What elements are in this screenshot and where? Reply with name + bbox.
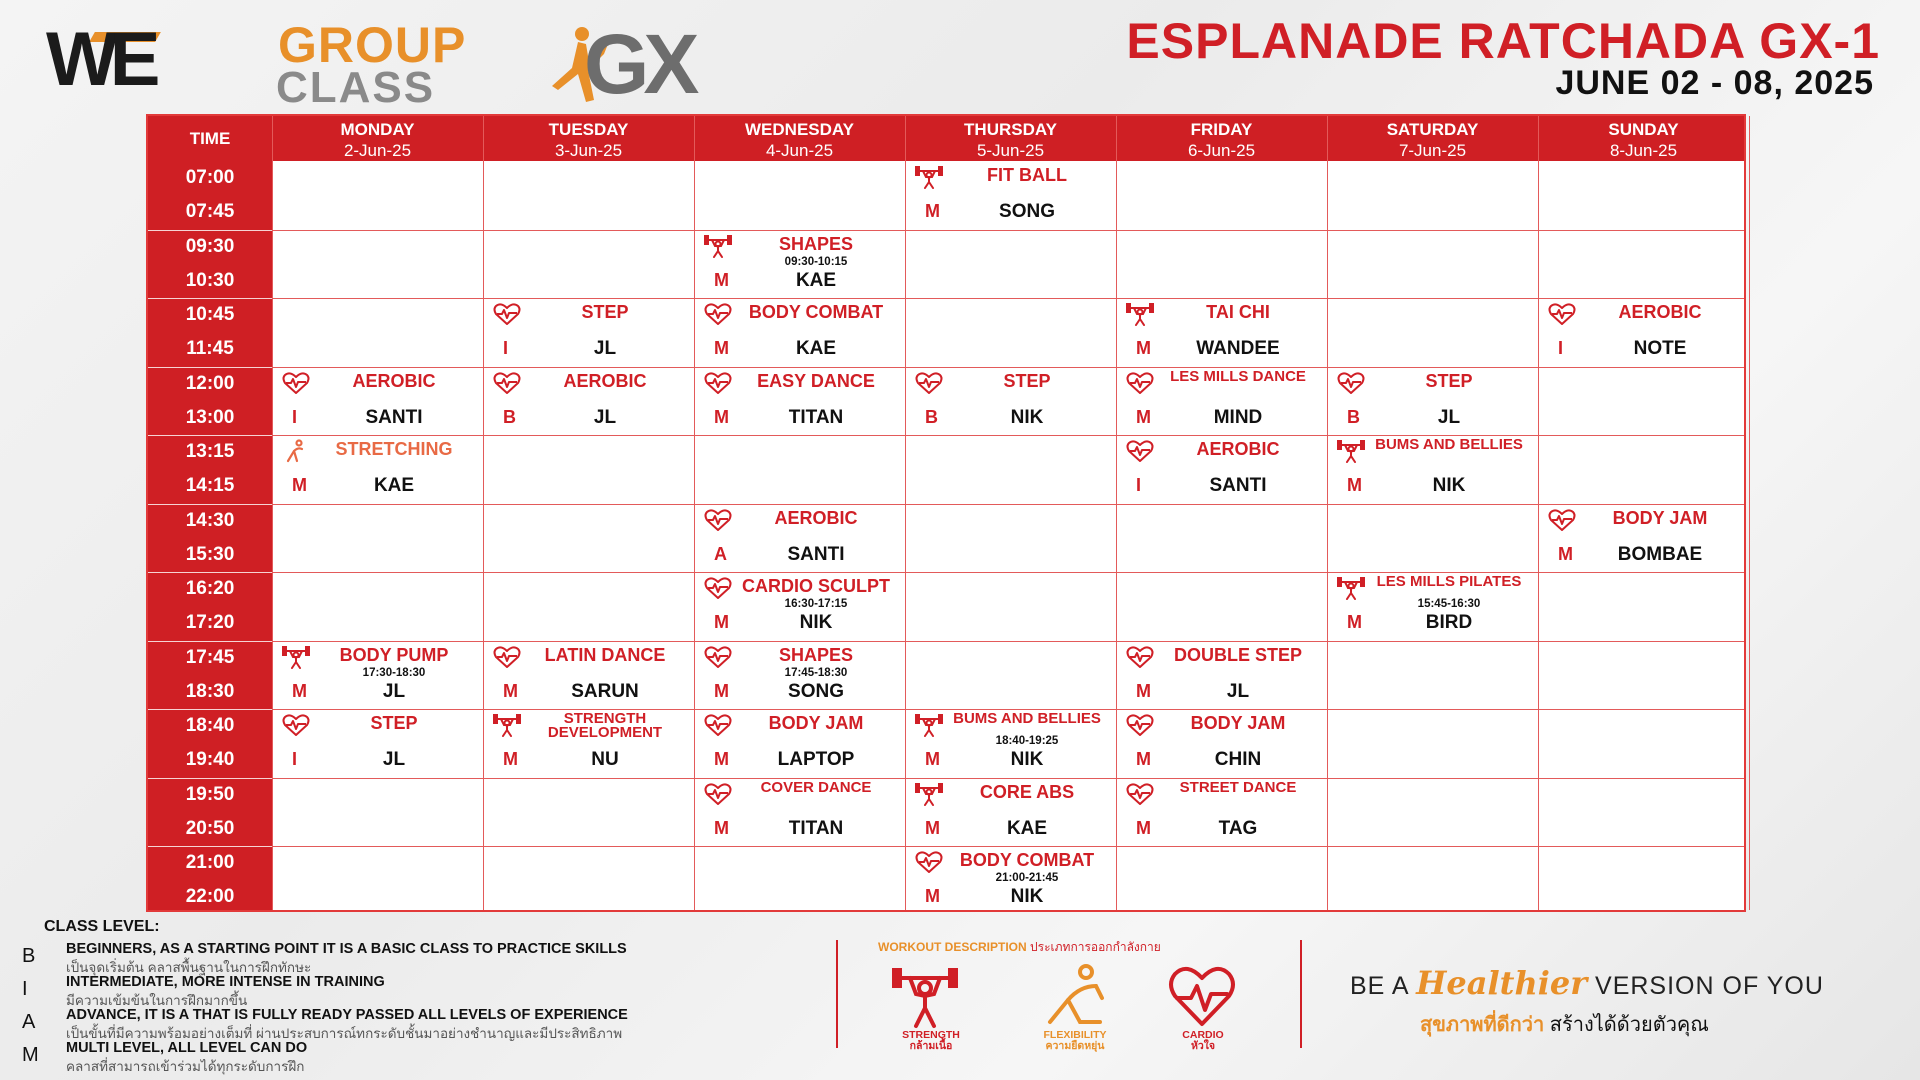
time-header: TIME — [189, 129, 231, 148]
class-trainer: KAE — [373, 475, 415, 496]
class-cell[interactable] — [1116, 435, 1326, 503]
class-name: BODY JAM — [1190, 713, 1286, 733]
class-cell[interactable] — [1116, 641, 1326, 709]
class-name: AEROBIC — [352, 370, 436, 391]
class-level: M — [925, 749, 940, 769]
cardio-icon-graphic — [1126, 713, 1154, 737]
class-trainer: JL — [593, 338, 617, 359]
slogan-highlight: Healthier — [1416, 964, 1588, 1002]
class-name: BODY JAM — [768, 713, 864, 733]
class-trainer: WANDEE — [1196, 338, 1280, 359]
class-name: BODY COMBAT — [959, 850, 1095, 870]
slogan-thai-a: สุขภาพที่ดีกว่า — [1420, 1014, 1545, 1036]
class-name: SHAPES — [778, 233, 854, 254]
class-name: LATIN DANCE — [544, 644, 666, 665]
strength-icon-graphic — [1337, 439, 1365, 463]
cardio-icon-graphic — [704, 713, 732, 737]
strength-label — [876, 1030, 986, 1052]
class-cell[interactable] — [1327, 572, 1537, 640]
class-cell[interactable] — [483, 298, 693, 366]
cardio-icon — [915, 850, 943, 874]
class-cell[interactable] — [1116, 298, 1326, 366]
class-level: M — [1136, 406, 1151, 427]
cardio-icon — [493, 371, 521, 395]
class-level: M — [1136, 817, 1151, 838]
class-level: M — [714, 749, 729, 769]
class-name: SHAPES — [778, 644, 854, 665]
schedule-table — [146, 114, 1746, 912]
class-trainer: BIRD — [1425, 612, 1473, 633]
time-start: 18:40 — [185, 715, 235, 736]
cardio-icon-graphic — [1337, 371, 1365, 395]
logo-gx: GX — [584, 17, 694, 111]
cardio-icon-graphic — [1126, 782, 1154, 806]
class-name: STEP — [581, 302, 629, 322]
strength-icon — [704, 234, 732, 258]
strength-icon — [1337, 576, 1365, 600]
flexibility-icon-graphic — [282, 439, 310, 463]
time-start: 21:00 — [185, 852, 235, 873]
level-letter: A — [22, 1011, 36, 1033]
cardio-icon-graphic — [1126, 439, 1154, 463]
class-time: 17:45-18:30 — [784, 666, 848, 679]
level-description-thai: มีความเข้มข้นในการฝึกมากขึ้น — [66, 993, 248, 1008]
row-divider — [272, 230, 1744, 231]
class-trainer: MIND — [1213, 406, 1263, 428]
class-trainer: KAE — [1006, 817, 1048, 839]
class-time: 18:40-19:25 — [995, 735, 1059, 747]
class-name: TAI CHI — [1206, 302, 1270, 322]
cardio-icon-graphic — [1548, 302, 1576, 326]
strength-label-th: กล้ามเนื้อ — [909, 1040, 953, 1053]
class-cell[interactable] — [694, 367, 904, 435]
class-level: B — [925, 406, 938, 427]
class-name: CARDIO SCULPT — [742, 576, 890, 596]
class-cell[interactable] — [1538, 298, 1748, 366]
class-trainer: SARUN — [571, 680, 639, 702]
level-description: MULTI LEVEL, ALL LEVEL CAN DO — [66, 1040, 308, 1056]
cardio-icon — [704, 782, 732, 806]
class-name: COVER DANCE — [760, 778, 872, 796]
class-name: STEP — [1425, 370, 1473, 391]
time-end: 19:40 — [185, 749, 235, 770]
cardio-icon — [1126, 439, 1154, 463]
class-level: M — [925, 201, 940, 221]
class-time: 09:30-10:15 — [784, 255, 848, 268]
day-name: SATURDAY — [1386, 120, 1479, 139]
class-level: B — [1347, 406, 1360, 427]
level-description: INTERMEDIATE, MORE INTENSE IN TRAINING — [66, 974, 385, 990]
class-cell[interactable] — [483, 367, 693, 435]
column-divider — [272, 116, 273, 910]
level-letter: B — [22, 945, 36, 967]
strength-icon-graphic — [915, 713, 943, 737]
cardio-icon — [704, 645, 732, 669]
day-header — [694, 116, 905, 161]
time-start: 09:30 — [185, 235, 235, 257]
class-level: M — [1136, 680, 1151, 701]
class-cell[interactable] — [905, 709, 1115, 777]
cardio-icon — [704, 508, 732, 532]
class-level: M — [1136, 338, 1151, 358]
class-level: I — [1136, 475, 1142, 495]
class-name: BUMS AND BELLIES — [953, 710, 1101, 727]
strength-icon-graphic — [915, 165, 943, 189]
class-name: AEROBIC — [563, 370, 647, 391]
strength-label-en: STRENGTH — [902, 1029, 960, 1041]
cardio-icon-graphic — [704, 508, 732, 532]
class-name: LES MILLS DANCE — [1170, 367, 1306, 385]
column-divider — [1749, 116, 1750, 910]
class-cell[interactable] — [905, 846, 1115, 914]
cardio-icon-graphic — [704, 371, 732, 395]
cardio-icon-graphic — [915, 850, 943, 874]
day-date: 6-Jun-25 — [1187, 141, 1256, 160]
column-divider — [483, 116, 484, 910]
day-header — [1538, 116, 1749, 161]
class-level: M — [292, 475, 307, 495]
class-name: STEP — [370, 713, 418, 733]
class-trainer: TAG — [1218, 817, 1258, 839]
class-level: I — [503, 338, 509, 358]
time-end: 10:30 — [185, 269, 235, 291]
strength-icon — [915, 713, 943, 737]
cardio-icon-graphic — [915, 371, 943, 395]
time-start: 10:45 — [185, 304, 235, 325]
day-header — [905, 116, 1116, 161]
level-description: ADVANCE, IT IS A THAT IS FULLY READY PASSED ALL LEVELS OF EXPERIENCE — [66, 1007, 628, 1023]
class-level: M — [1136, 749, 1151, 769]
cardio-icon-graphic — [1126, 371, 1154, 395]
cardio-icon-graphic — [704, 302, 732, 326]
logo-class-text: CLASS — [276, 63, 436, 112]
class-level: M — [714, 612, 729, 632]
cardio-icon-graphic — [704, 576, 732, 600]
class-name: AEROBIC — [1618, 302, 1702, 322]
level-description: BEGINNERS, AS A STARTING POINT IT IS A BASIC CLASS TO PRACTICE SKILLS — [66, 941, 627, 957]
class-cell[interactable] — [694, 778, 904, 846]
time-end: 20:50 — [185, 817, 235, 839]
class-level: M — [714, 817, 729, 838]
level-description-thai: เป็นจุดเริ่มต้น คลาสพื้นฐานในการฝึกทักษะ — [66, 960, 312, 975]
class-level: M — [292, 680, 307, 701]
class-name: BODY JAM — [1612, 507, 1708, 528]
class-time: 17:30-18:30 — [362, 666, 426, 679]
class-trainer: NIK — [1010, 749, 1044, 770]
class-cell[interactable] — [694, 230, 904, 298]
class-trainer: NOTE — [1633, 338, 1687, 359]
day-name: FRIDAY — [1190, 120, 1253, 139]
time-start: 16:20 — [185, 578, 235, 599]
cardio-icon-graphic — [1548, 508, 1576, 532]
day-date: 8-Jun-25 — [1609, 141, 1678, 160]
day-date: 2-Jun-25 — [343, 141, 412, 160]
class-level: M — [1347, 475, 1362, 495]
slogan-thai — [1420, 1008, 1709, 1040]
strength-icon-graphic — [915, 782, 943, 806]
class-trainer: SANTI — [787, 543, 845, 565]
class-trainer: JL — [593, 406, 617, 428]
time-end: 17:20 — [185, 612, 235, 633]
class-cell[interactable] — [272, 435, 482, 503]
time-end: 15:30 — [185, 543, 235, 565]
strength-icon-graphic — [1126, 302, 1154, 326]
strength-icon-graphic — [282, 645, 310, 669]
strength-icon — [1337, 439, 1365, 463]
class-trainer: BOMBAE — [1617, 543, 1703, 565]
strength-icon — [915, 165, 943, 189]
class-cell[interactable] — [905, 161, 1115, 229]
class-name: LES MILLS PILATES — [1376, 573, 1522, 590]
class-cell[interactable] — [1327, 367, 1537, 435]
cardio-icon-graphic — [704, 782, 732, 806]
day-header — [1116, 116, 1327, 161]
class-level: M — [714, 406, 729, 427]
cardio-icon — [1337, 371, 1365, 395]
cardio-icon — [704, 302, 732, 326]
class-trainer: JL — [382, 680, 406, 702]
row-divider — [272, 504, 1744, 505]
class-cell[interactable] — [272, 709, 482, 777]
slogan — [1350, 964, 1824, 1002]
class-level: M — [1347, 612, 1362, 632]
cardio-icon — [704, 576, 732, 600]
cardio-icon — [915, 371, 943, 395]
workout-title-en: WORKOUT DESCRIPTION — [878, 940, 1027, 954]
class-name: BUMS AND BELLIES — [1375, 436, 1523, 453]
time-start: 12:00 — [185, 372, 235, 394]
class-cell[interactable] — [483, 641, 693, 709]
time-start: 17:45 — [185, 646, 235, 668]
class-trainer: JL — [1437, 406, 1461, 428]
time-start: 13:15 — [185, 441, 235, 462]
class-name: BODY COMBAT — [748, 302, 884, 322]
class-level: M — [714, 269, 729, 290]
time-end: 13:00 — [185, 406, 235, 428]
day-date: 4-Jun-25 — [765, 141, 834, 160]
class-level: A — [714, 543, 727, 564]
time-end: 22:00 — [185, 886, 235, 907]
class-level: M — [714, 338, 729, 358]
class-time: 15:45-16:30 — [1417, 598, 1481, 610]
class-cell[interactable] — [1116, 709, 1326, 777]
strength-icon — [890, 960, 960, 1030]
class-level: M — [503, 680, 518, 701]
cardio-icon-graphic — [282, 371, 310, 395]
class-level: I — [1558, 338, 1564, 358]
day-header — [483, 116, 694, 161]
class-trainer: NIK — [1010, 886, 1044, 907]
level-letter: I — [22, 978, 28, 1000]
flexibility-icon — [282, 439, 310, 463]
logo-we: WE — [46, 17, 153, 102]
time-start: 07:00 — [185, 167, 235, 188]
day-name: MONDAY — [340, 120, 415, 139]
logo-group-text: GROUP — [278, 17, 467, 73]
workout-description-title — [878, 938, 1161, 957]
slogan-thai-b: สร้างได้ด้วยตัวคุณ — [1549, 1014, 1709, 1036]
class-trainer: JL — [382, 749, 406, 770]
class-time: 16:30-17:15 — [784, 598, 848, 610]
cardio-icon-graphic — [1126, 645, 1154, 669]
class-level: M — [714, 680, 729, 701]
cardio-icon — [282, 371, 310, 395]
footer-divider — [836, 940, 838, 1048]
cardio-icon-graphic — [493, 302, 521, 326]
cardio-icon — [282, 713, 310, 737]
class-level: I — [292, 406, 298, 427]
level-letter: M — [22, 1044, 39, 1066]
day-date: 7-Jun-25 — [1398, 141, 1467, 160]
class-level: B — [503, 406, 516, 427]
day-name: THURSDAY — [964, 120, 1057, 139]
strength-icon-graphic — [1337, 576, 1365, 600]
class-cell[interactable] — [1116, 367, 1326, 435]
cardio-icon-graphic — [493, 645, 521, 669]
cardio-icon-graphic — [493, 371, 521, 395]
venue-title: ESPLANADE RATCHADA GX-1 — [1126, 13, 1880, 69]
flexibility-label-th: ความยืดหยุ่น — [1045, 1040, 1105, 1053]
cardio-icon — [704, 371, 732, 395]
class-trainer: TITAN — [788, 817, 844, 839]
class-time: 21:00-21:45 — [995, 872, 1059, 884]
strength-icon — [915, 782, 943, 806]
cardio-label-th: หัวใจ — [1190, 1040, 1216, 1053]
class-name: STREET DANCE — [1179, 778, 1297, 796]
class-trainer: KAE — [795, 269, 837, 291]
day-header — [272, 116, 483, 161]
class-cell[interactable] — [694, 298, 904, 366]
class-level: M — [925, 817, 940, 838]
day-name: TUESDAY — [548, 120, 629, 139]
class-trainer: SANTI — [1209, 475, 1267, 496]
class-name: AEROBIC — [774, 507, 858, 528]
class-cell[interactable] — [905, 778, 1115, 846]
flexibility-label-en: FLEXIBILITY — [1043, 1029, 1107, 1041]
day-header — [1327, 116, 1538, 161]
day-date: 5-Jun-25 — [976, 141, 1045, 160]
cardio-icon — [1126, 645, 1154, 669]
cardio-label-en: CARDIO — [1182, 1029, 1224, 1041]
class-name: FIT BALL — [987, 165, 1067, 185]
class-name: BODY PUMP — [339, 644, 449, 665]
class-trainer: JL — [1226, 680, 1250, 702]
cardio-icon — [493, 645, 521, 669]
strength-icon — [282, 645, 310, 669]
cardio-icon — [1126, 713, 1154, 737]
strength-icon-graphic — [493, 713, 521, 737]
class-trainer: TITAN — [788, 406, 844, 428]
class-name: CORE ABS — [979, 781, 1075, 802]
strength-icon — [493, 713, 521, 737]
class-trainer: NIK — [1432, 475, 1466, 496]
class-trainer: SONG — [788, 680, 844, 702]
cardio-icon — [1126, 371, 1154, 395]
class-level: I — [292, 749, 298, 769]
class-cell[interactable] — [272, 641, 482, 709]
cardio-icon — [1126, 782, 1154, 806]
time-end: 14:15 — [185, 475, 235, 496]
time-start: 19:50 — [185, 783, 235, 805]
class-level: M — [503, 749, 518, 769]
class-cell[interactable] — [483, 709, 693, 777]
cardio-label — [1148, 1030, 1258, 1052]
class-name: AEROBIC — [1196, 439, 1280, 459]
class-trainer: NU — [591, 749, 619, 770]
class-cell[interactable] — [1327, 435, 1537, 503]
cardio-icon-graphic — [282, 713, 310, 737]
strength-icon-graphic — [704, 234, 732, 258]
class-trainer: SONG — [999, 201, 1055, 222]
flexibility-icon — [1040, 960, 1110, 1030]
strength-icon — [1126, 302, 1154, 326]
cardio-icon — [1548, 302, 1576, 326]
day-name: WEDNESDAY — [745, 120, 854, 139]
class-trainer: KAE — [795, 338, 837, 359]
class-name: STRENGTH DEVELOPMENT — [547, 710, 663, 741]
time-end: 11:45 — [186, 338, 234, 359]
class-name: DOUBLE STEP — [1173, 644, 1302, 665]
class-cell[interactable] — [694, 572, 904, 640]
class-cell[interactable] — [1116, 778, 1326, 846]
class-cell[interactable] — [694, 504, 904, 572]
column-divider — [1327, 116, 1328, 910]
date-range: JUNE 02 - 08, 2025 — [1555, 64, 1874, 102]
class-cell[interactable] — [272, 367, 482, 435]
cardio-icon — [1167, 960, 1237, 1030]
slogan-post: VERSION OF YOU — [1595, 972, 1824, 1000]
cardio-icon — [1548, 508, 1576, 532]
class-name: STRETCHING — [335, 439, 453, 459]
flexibility-label — [1020, 1030, 1130, 1052]
class-cell[interactable] — [694, 709, 904, 777]
day-name: SUNDAY — [1608, 120, 1679, 139]
time-end: 07:45 — [185, 201, 235, 222]
class-name: STEP — [1003, 370, 1051, 391]
class-trainer: CHIN — [1214, 749, 1262, 770]
class-name: EASY DANCE — [757, 370, 875, 391]
class-trainer: NIK — [799, 612, 833, 633]
workout-title-th: ประเภทการออกกำลังกาย — [1030, 940, 1161, 954]
cardio-icon — [493, 302, 521, 326]
level-description-thai: คลาสที่สามารถเข้าร่วมได้ทุกระดับการฝึก — [66, 1059, 305, 1074]
class-trainer: SANTI — [365, 406, 423, 428]
level-description-thai: เป็นขั้นที่มีความพร้อมอย่างเต็มที่ ผ่านประสบการณ์ทกระดับชั้นมาอย่างชำนาญและมีประสิทธิภาพ — [66, 1026, 623, 1041]
class-level: M — [1558, 543, 1573, 564]
slogan-pre: BE A — [1350, 972, 1409, 1000]
time-start: 14:30 — [185, 509, 235, 531]
class-cell[interactable] — [1538, 504, 1748, 572]
class-trainer: LAPTOP — [777, 749, 855, 770]
class-cell[interactable] — [694, 641, 904, 709]
footer-divider — [1300, 940, 1302, 1048]
time-end: 18:30 — [185, 680, 235, 702]
day-date: 3-Jun-25 — [554, 141, 623, 160]
class-trainer: NIK — [1010, 406, 1044, 428]
cardio-icon — [704, 713, 732, 737]
cardio-icon-graphic — [704, 645, 732, 669]
legend-title: CLASS LEVEL: — [44, 918, 160, 935]
class-level: M — [925, 886, 940, 906]
class-cell[interactable] — [905, 367, 1115, 435]
brand-logo — [46, 17, 736, 112]
